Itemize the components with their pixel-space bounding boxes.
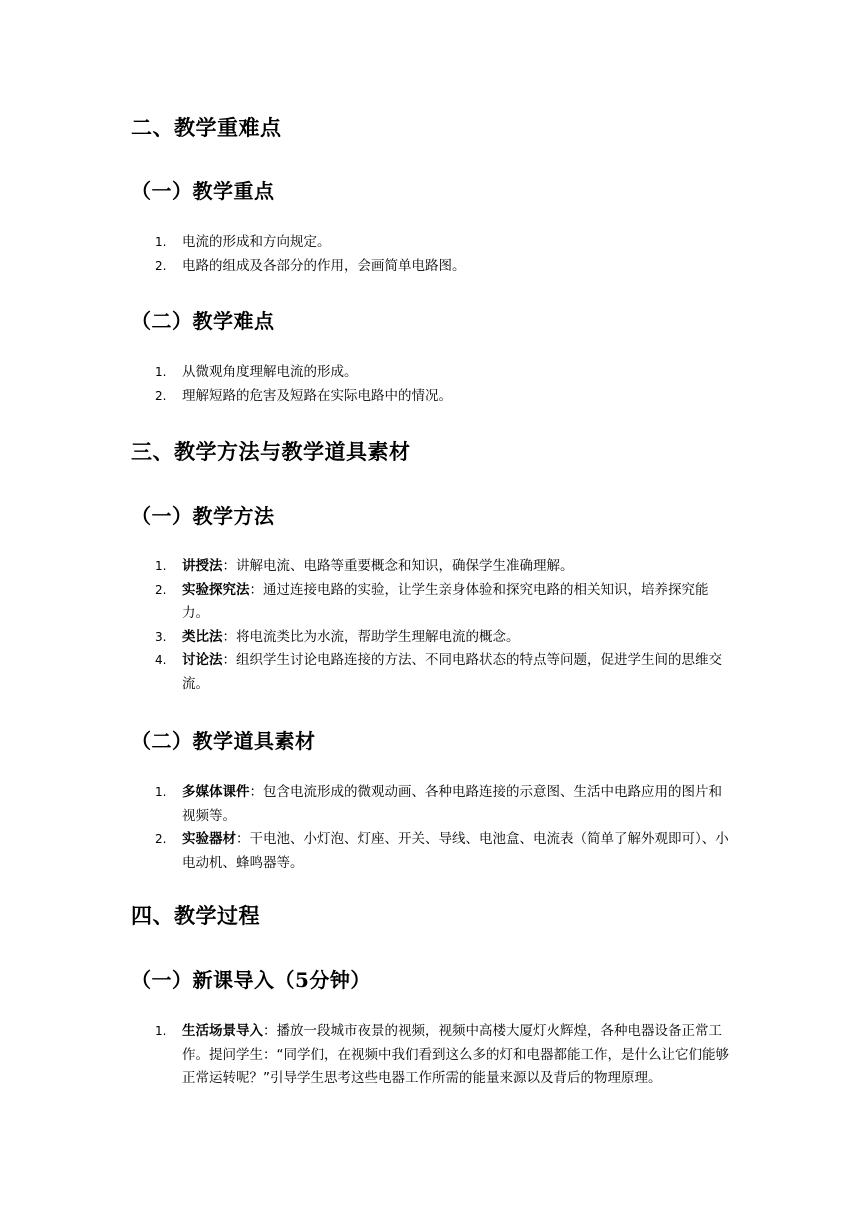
list-item-term: 实验探究法 [182,581,250,598]
list-item-term: 类比法 [182,628,223,645]
list-item-term: 实验器材 [182,831,236,847]
list-item [0,255,860,279]
list-number: 1. [155,365,167,379]
list-item-text: ：包含电流形成的微观动画、各种电路连接的示意图、生活中电路应用的图片和视频等。 [182,784,722,824]
list-item [0,828,860,875]
list-item-text: ：组织学生讨论电路连接的方法、不同电路状态的特点等问题，促进学生间的思维交流。 [182,652,722,692]
subheading-introduction: （一）新课导入（5分钟） [131,968,371,992]
list-number: 2. [155,388,167,403]
list-number: 1. [155,785,167,799]
list-number: 3. [155,629,167,644]
list-teaching-materials [0,781,860,875]
list-item [0,361,860,385]
list-item [0,781,860,828]
list-item-text: ：将电流类比为水流，帮助学生理解电流的概念。 [222,628,520,645]
list-number: 2. [155,832,167,846]
list-item-text: ：通过连接电路的实验，让学生亲身体验和探究电路的相关知识，培养探究能力。 [182,581,709,621]
list-teaching-methods [0,555,860,696]
list-number: 4. [155,653,167,667]
list-number: 1. [155,559,167,573]
subheading-teaching-difficulty: （二）教学难点 [131,309,275,333]
list-item-term: 生活场景导入 [182,1023,263,1039]
list-item-text: ：干电池、小灯泡、灯座、开关、导线、电池盒、电流表（简单了解外观即可）、小电动机、蜂鸣器等。 [182,831,729,871]
list-item [0,1020,860,1091]
list-item [0,649,860,696]
list-item [0,579,860,626]
subheading-teaching-materials: （二）教学道具素材 [131,729,316,753]
section-heading-methods-materials: 三、教学方法与教学道具素材 [131,439,411,464]
list-number: 2. [155,582,167,597]
section-heading-teaching-process: 四、教学过程 [131,903,260,928]
list-item [0,231,860,255]
list-number: 1. [155,235,167,249]
list-item-text: ：讲解电流、电路等重要概念和知识，确保学生准确理解。 [222,558,574,574]
list-item-text: 电路的组成及各部分的作用，会画简单电路图。 [182,257,466,274]
list-item-text: 电流的形成和方向规定。 [182,234,331,250]
list-item-text: 理解短路的危害及短路在实际电路中的情况。 [182,387,452,404]
list-teaching-focus [0,231,860,278]
list-teaching-difficulty [0,361,860,408]
list-number: 2. [155,258,167,273]
list-item-text: ：播放一段城市夜景的视频，视频中高楼大厦灯火辉煌，各种电器设备正常工作。提问学生：“同学们，在视频中我们看到这么多的灯和电器都能工作，是什么让它们能够正常运转呢？”引导学生思考这些电器工作所需的能量来源以及背后的物理原理。 [182,1023,729,1086]
section-heading-key-points: 二、教学重难点 [131,115,282,140]
list-item [0,626,860,650]
subheading-teaching-methods: （一）教学方法 [131,504,275,528]
list-item-term: 多媒体课件 [182,784,250,800]
subheading-teaching-focus: （一）教学重点 [131,179,275,203]
list-number: 1. [155,1024,167,1038]
list-item-term: 讨论法 [182,652,223,668]
list-introduction [0,1020,860,1091]
list-item-text: 从微观角度理解电流的形成。 [182,364,358,380]
list-item [0,385,860,409]
list-item-term: 讲授法 [182,558,223,574]
list-item [0,555,860,579]
